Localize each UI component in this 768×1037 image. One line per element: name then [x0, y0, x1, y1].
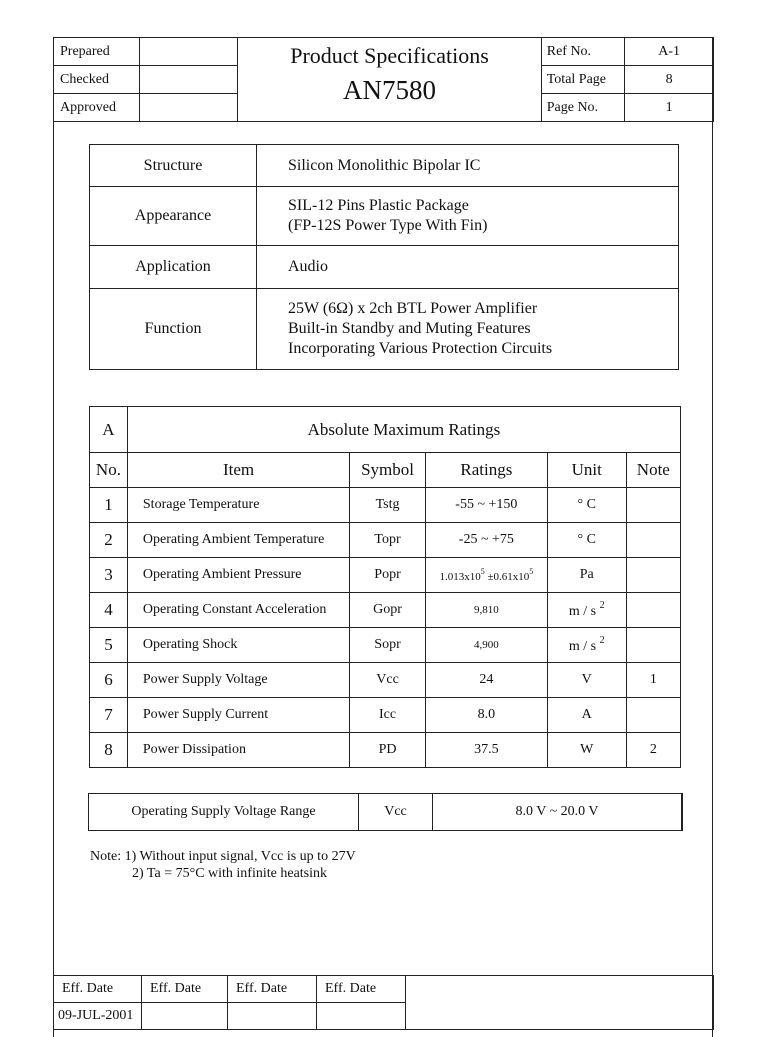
unit-exponent: 2 [599, 600, 605, 611]
eff-date-value-1: 09-JUL-2001 [54, 1003, 142, 1030]
row-rating [425, 558, 547, 593]
row-symbol: PD [350, 733, 426, 768]
eff-date-value-4 [317, 1003, 406, 1030]
row-no: 7 [90, 698, 128, 733]
rating-exp-b: 5 [529, 567, 534, 576]
eff-date-label-3: Eff. Date [228, 976, 317, 1003]
notes [90, 848, 356, 882]
row-symbol: Vcc [350, 663, 426, 698]
structure-key: Structure [90, 145, 257, 187]
table-row [90, 698, 681, 733]
table-row [90, 558, 681, 593]
unit-exponent: 2 [599, 635, 605, 646]
eff-date-label-4: Eff. Date [317, 976, 406, 1003]
row-symbol: Topr [350, 523, 426, 558]
row-unit [547, 628, 626, 663]
row-item: Storage Temperature [127, 488, 349, 523]
operating-symbol: Vcc [359, 794, 433, 831]
operating-range-table [88, 793, 683, 831]
prepared-label: Prepared [54, 38, 140, 66]
row-no: 6 [90, 663, 128, 698]
row-note [626, 628, 680, 663]
table-row [90, 628, 681, 663]
header-table [53, 37, 714, 122]
application-value: Audio [257, 246, 679, 289]
row-note [626, 593, 680, 628]
rating-mantissa-a: 1.013x10 [439, 571, 481, 583]
col-item: Item [127, 453, 349, 488]
total-page-label: Total Page [541, 66, 624, 94]
section-letter: A [90, 407, 128, 453]
function-line-1: 25W (6Ω) x 2ch BTL Power Amplifier [288, 300, 538, 317]
row-item: Operating Shock [127, 628, 349, 663]
application-key: Application [90, 246, 257, 289]
col-note: Note [626, 453, 680, 488]
spec-table [89, 144, 679, 370]
row-item: Power Dissipation [127, 733, 349, 768]
operating-label: Operating Supply Voltage Range [89, 794, 359, 831]
approved-label: Approved [54, 94, 140, 122]
approved-sign [140, 94, 238, 122]
table-row [90, 663, 681, 698]
row-note [626, 488, 680, 523]
row-rating: 37.5 [425, 733, 547, 768]
operating-range: 8.0 V ~ 20.0 V [433, 794, 683, 831]
note-line-2: 2) Ta = 75°C with infinite heatsink [132, 866, 328, 881]
footer-blank [406, 976, 714, 1030]
row-unit: A [547, 698, 626, 733]
col-ratings: Ratings [425, 453, 547, 488]
title-cell [238, 38, 541, 122]
ref-value: A-1 [625, 38, 714, 66]
function-line-3: Incorporating Various Protection Circuits [288, 340, 553, 357]
row-rating: 24 [425, 663, 547, 698]
row-symbol: Sopr [350, 628, 426, 663]
table-row [90, 733, 681, 768]
unit-text: m / s [568, 639, 597, 654]
row-unit: ° C [547, 523, 626, 558]
eff-date-value-2 [142, 1003, 228, 1030]
structure-value: Silicon Monolithic Bipolar IC [257, 145, 679, 187]
total-page-value: 8 [625, 66, 714, 94]
appearance-value [257, 187, 679, 246]
row-note [626, 558, 680, 593]
function-line-2: Built-in Standby and Muting Features [288, 320, 531, 337]
col-symbol: Symbol [350, 453, 426, 488]
row-no: 4 [90, 593, 128, 628]
ref-label: Ref No. [541, 38, 624, 66]
rating-mantissa-b: ±0.61x10 [484, 571, 530, 583]
function-key: Function [90, 289, 257, 370]
row-item: Power Supply Current [127, 698, 349, 733]
row-unit [547, 593, 626, 628]
row-item: Operating Ambient Pressure [127, 558, 349, 593]
unit-text: m / s [568, 604, 597, 619]
row-item: Operating Constant Acceleration [127, 593, 349, 628]
row-no: 1 [90, 488, 128, 523]
ratings-title: Absolute Maximum Ratings [127, 407, 680, 453]
row-symbol: Icc [350, 698, 426, 733]
note-line-1: Note: 1) Without input signal, Vcc is up to 27V [90, 849, 356, 864]
table-row [90, 488, 681, 523]
row-item: Power Supply Voltage [127, 663, 349, 698]
prepared-sign [140, 38, 238, 66]
row-symbol: Tstg [350, 488, 426, 523]
row-rating: -25 ~ +75 [425, 523, 547, 558]
eff-date-label-2: Eff. Date [142, 976, 228, 1003]
eff-date-value-3 [228, 1003, 317, 1030]
row-no: 8 [90, 733, 128, 768]
row-rating: 8.0 [425, 698, 547, 733]
row-note: 1 [626, 663, 680, 698]
ratings-table [89, 406, 681, 768]
row-rating: 9,810 [425, 593, 547, 628]
rating-exp-a: 5 [480, 567, 485, 576]
row-note [626, 523, 680, 558]
row-no: 3 [90, 558, 128, 593]
row-symbol: Popr [350, 558, 426, 593]
page-no-value: 1 [625, 94, 714, 122]
row-unit: V [547, 663, 626, 698]
row-item: Operating Ambient Temperature [127, 523, 349, 558]
doc-title: Product Specifications [290, 43, 489, 68]
function-value [257, 289, 679, 370]
page-no-label: Page No. [541, 94, 624, 122]
checked-label: Checked [54, 66, 140, 94]
appearance-key: Appearance [90, 187, 257, 246]
table-row [90, 593, 681, 628]
row-unit: W [547, 733, 626, 768]
row-unit: Pa [547, 558, 626, 593]
row-rating: -55 ~ +150 [425, 488, 547, 523]
row-symbol: Gopr [350, 593, 426, 628]
col-unit: Unit [547, 453, 626, 488]
row-rating: 4,900 [425, 628, 547, 663]
col-no: No. [90, 453, 128, 488]
table-row [90, 523, 681, 558]
row-no: 5 [90, 628, 128, 663]
row-note: 2 [626, 733, 680, 768]
part-number: AN7580 [342, 75, 436, 105]
appearance-line-2: (FP-12S Power Type With Fin) [288, 217, 488, 234]
row-note [626, 698, 680, 733]
appearance-line-1: SIL-12 Pins Plastic Package [288, 197, 469, 214]
eff-date-label-1: Eff. Date [54, 976, 142, 1003]
row-no: 2 [90, 523, 128, 558]
footer-table [53, 975, 714, 1030]
checked-sign [140, 66, 238, 94]
row-unit: ° C [547, 488, 626, 523]
